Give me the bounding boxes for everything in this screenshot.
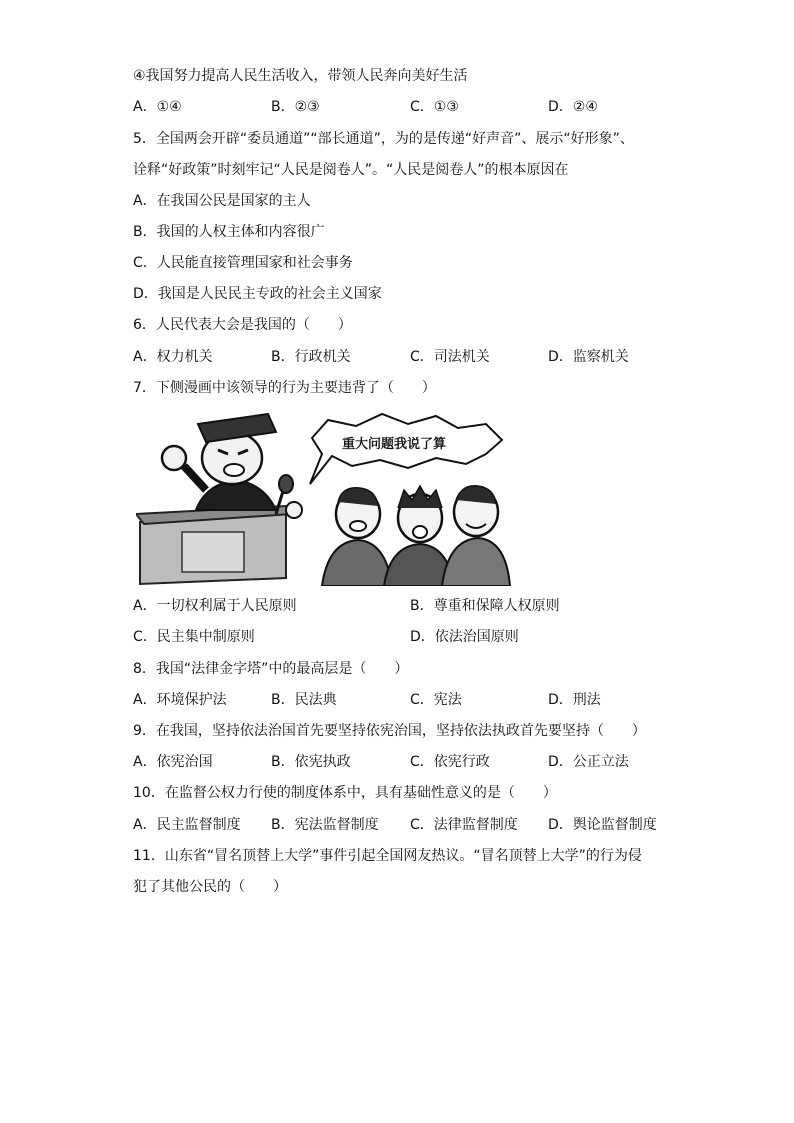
- q9-option-a: A．依宪治国: [133, 754, 213, 770]
- listener-middle: [384, 486, 454, 586]
- q5-option-b: B．我国的人权主体和内容很广: [133, 224, 325, 240]
- q9-stem: 9．在我国，坚持依法治国首先要坚持依宪治国，坚持依法执政首先要坚持（ ）: [133, 723, 646, 739]
- q10-option-b: B．宪法监督制度: [271, 817, 379, 833]
- q6-stem: 6．人民代表大会是我国的（ ）: [133, 317, 352, 333]
- q4-item-4: ④我国努力提高人民生活收入，带领人民奔向美好生活: [133, 68, 468, 84]
- q8-stem: 8．我国“法律金字塔”中的最高层是（ ）: [133, 661, 409, 677]
- listener-right: [442, 486, 510, 586]
- q8-option-c: C．宪法: [410, 692, 462, 708]
- q10-stem: 10．在监督公权力行使的制度体系中，具有基础性意义的是（ ）: [133, 785, 557, 801]
- q9-option-d: D．公正立法: [548, 754, 629, 770]
- q4-option-a: A．①④: [133, 99, 182, 115]
- leader-mouth: [224, 464, 244, 476]
- q4-option-d: D．②④: [548, 99, 598, 115]
- q5-option-c: C．人民能直接管理国家和社会事务: [133, 255, 353, 271]
- q9-option-c: C．依宪行政: [410, 754, 490, 770]
- q10-option-a: A．民主监督制度: [133, 817, 241, 833]
- listener-left: [322, 488, 392, 586]
- q11-stem-line2: 犯了其他公民的（ ）: [133, 879, 287, 895]
- q11-stem-line1: 11．山东省“冒名顶替上大学”事件引起全国网友热议。“冒名顶替上大学”的行为侵: [133, 848, 642, 864]
- microphone: [279, 475, 293, 493]
- q8-option-d: D．刑法: [548, 692, 601, 708]
- q6-option-d: D．监察机关: [548, 349, 629, 365]
- q10-option-d: D．舆论监督制度: [548, 817, 657, 833]
- q10-option-c: C．法律监督制度: [410, 817, 518, 833]
- leader-fist: [162, 446, 186, 470]
- q7-option-a: A．一切权利属于人民原则: [133, 598, 297, 614]
- q5-option-d: D．我国是人民民主专政的社会主义国家: [133, 286, 382, 302]
- q7-option-c: C．民主集中制原则: [133, 629, 255, 645]
- q6-option-b: B．行政机关: [271, 349, 351, 365]
- q8-option-a: A．环境保护法: [133, 692, 227, 708]
- q7-cartoon: [136, 410, 512, 586]
- q5-stem-line1: 5．全国两会开辟“委员通道”“部长通道”，为的是传递“好声音”、展示“好形象”、: [133, 131, 634, 147]
- podium-panel: [182, 532, 244, 572]
- q5-option-a: A．在我国公民是国家的主人: [133, 193, 311, 209]
- q4-option-c: C．①③: [410, 99, 459, 115]
- q4-option-b: B．②③: [271, 99, 320, 115]
- q8-option-b: B．民法典: [271, 692, 337, 708]
- q6-option-c: C．司法机关: [410, 349, 490, 365]
- q7-option-d: D．依法治国原则: [410, 629, 519, 645]
- q6-option-a: A．权力机关: [133, 349, 213, 365]
- q9-option-b: B．依宪执政: [271, 754, 351, 770]
- leader-hat: [198, 414, 276, 442]
- q7-option-b: B．尊重和保障人权原则: [410, 598, 560, 614]
- q7-stem: 7．下侧漫画中该领导的行为主要违背了（ ）: [133, 380, 436, 396]
- speech-bubble-text: 重大问题我说了算: [342, 437, 447, 452]
- cartoon-illustration: [136, 410, 512, 586]
- q5-stem-line2: 诠释“好政策”时刻牢记“人民是阅卷人”。“人民是阅卷人”的根本原因在: [133, 162, 569, 178]
